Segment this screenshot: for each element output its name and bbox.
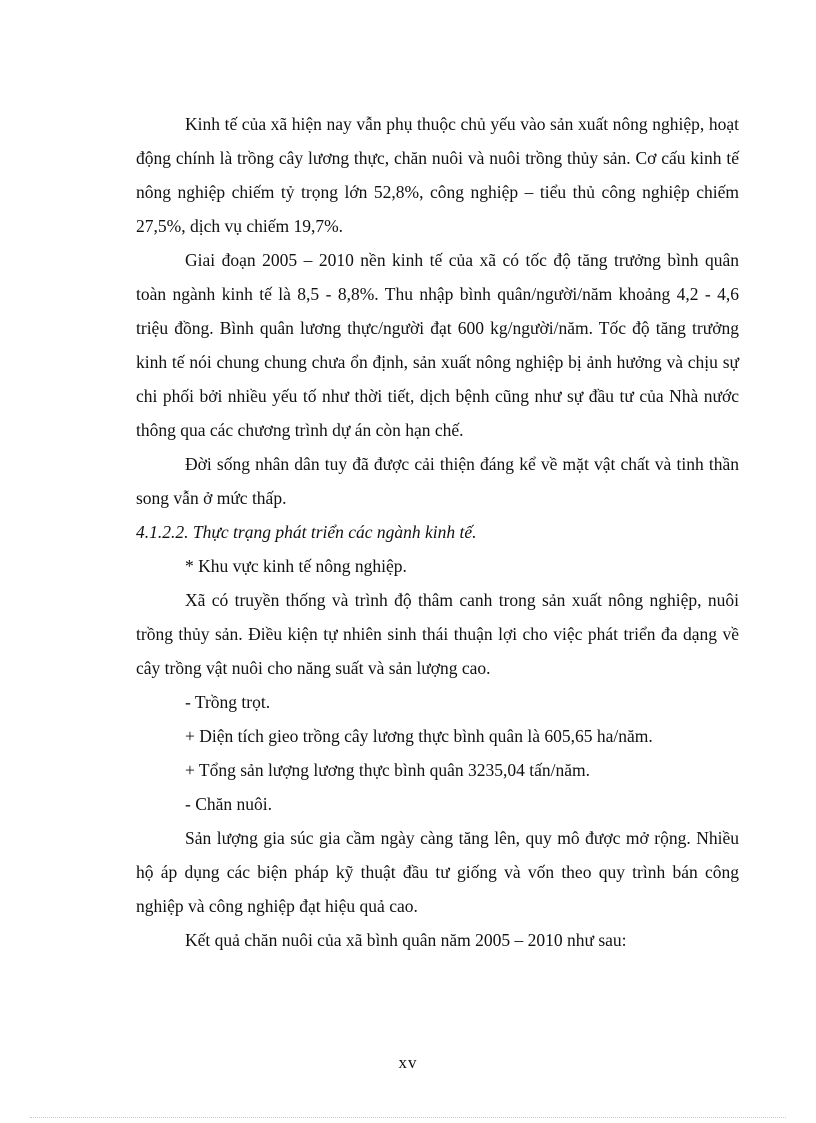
paragraph-economy-structure: Kinh tế của xã hiện nay vẫn phụ thuộc chủ yếu vào sản xuất nông nghiệp, hoạt động chính là trồng cây lương thực, chăn nuôi và nuôi trồng thủy sản. Cơ cấu kinh tế nông nghiệp chiếm tỷ trọng lớn 52,8%, công nghiệp – tiểu thủ công nghiệp chiếm 27,5%, dịch vụ chiếm 19,7%.	[136, 114, 739, 236]
paragraph-farming-tradition: Xã có truyền thống và trình độ thâm canh trong sản xuất nông nghiệp, nuôi trồng thủy sản. Điều kiện tự nhiên sinh thái thuận lợi cho việc phát triển đa dạng về cây trồng vật nuôi cho năng suất và sản lượng cao.	[136, 590, 739, 678]
paragraph-livestock-results: Kết quả chăn nuôi của xã bình quân năm 2005 – 2010 như sau:	[185, 930, 627, 950]
paragraph-food-output: + Tổng sản lượng lương thực bình quân 3235,04 tấn/năm.	[185, 760, 591, 780]
document-body	[136, 107, 739, 957]
paragraph-agriculture-sector: * Khu vực kinh tế nông nghiệp.	[185, 556, 407, 576]
paragraph-living-standards: Đời sống nhân dân tuy đã được cải thiện đáng kể về mặt vật chất và tinh thần song vẫn ở mức thấp.	[136, 454, 739, 508]
section-heading: 4.1.2.2. Thực trạng phát triển các ngành kinh tế.	[136, 522, 477, 542]
page-bottom-divider	[30, 1117, 786, 1118]
paragraph-cultivation: - Trồng trọt.	[185, 692, 271, 712]
paragraph-cultivation-area: + Diện tích gieo trồng cây lương thực bình quân là 605,65 ha/năm.	[185, 726, 653, 746]
paragraph-growth-period: Giai đoạn 2005 – 2010 nền kinh tế của xã có tốc độ tăng trưởng bình quân toàn ngành kinh tế là 8,5 - 8,8%. Thu nhập bình quân/người/năm khoảng 4,2 - 4,6 triệu đồng. Bình quân lương thực/người đạt 600 kg/người/năm. Tốc độ tăng trưởng kinh tế nói chung chung chưa ổn định, sản xuất nông nghiệp bị ảnh hưởng và chịu sự chi phối bởi nhiều yếu tố như thời tiết, dịch bệnh cũng như sự đầu tư của Nhà nước thông qua các chương trình dự án còn hạn chế.	[136, 250, 739, 440]
paragraph-livestock: - Chăn nuôi.	[185, 794, 273, 814]
page-number: xv	[398, 1053, 418, 1072]
paragraph-livestock-growth: Sản lượng gia súc gia cầm ngày càng tăng lên, quy mô được mở rộng. Nhiều hộ áp dụng các biện pháp kỹ thuật đầu tư giống và vốn theo quy trình bán công nghiệp và công nghiệp đạt hiệu quả cao.	[136, 828, 739, 916]
